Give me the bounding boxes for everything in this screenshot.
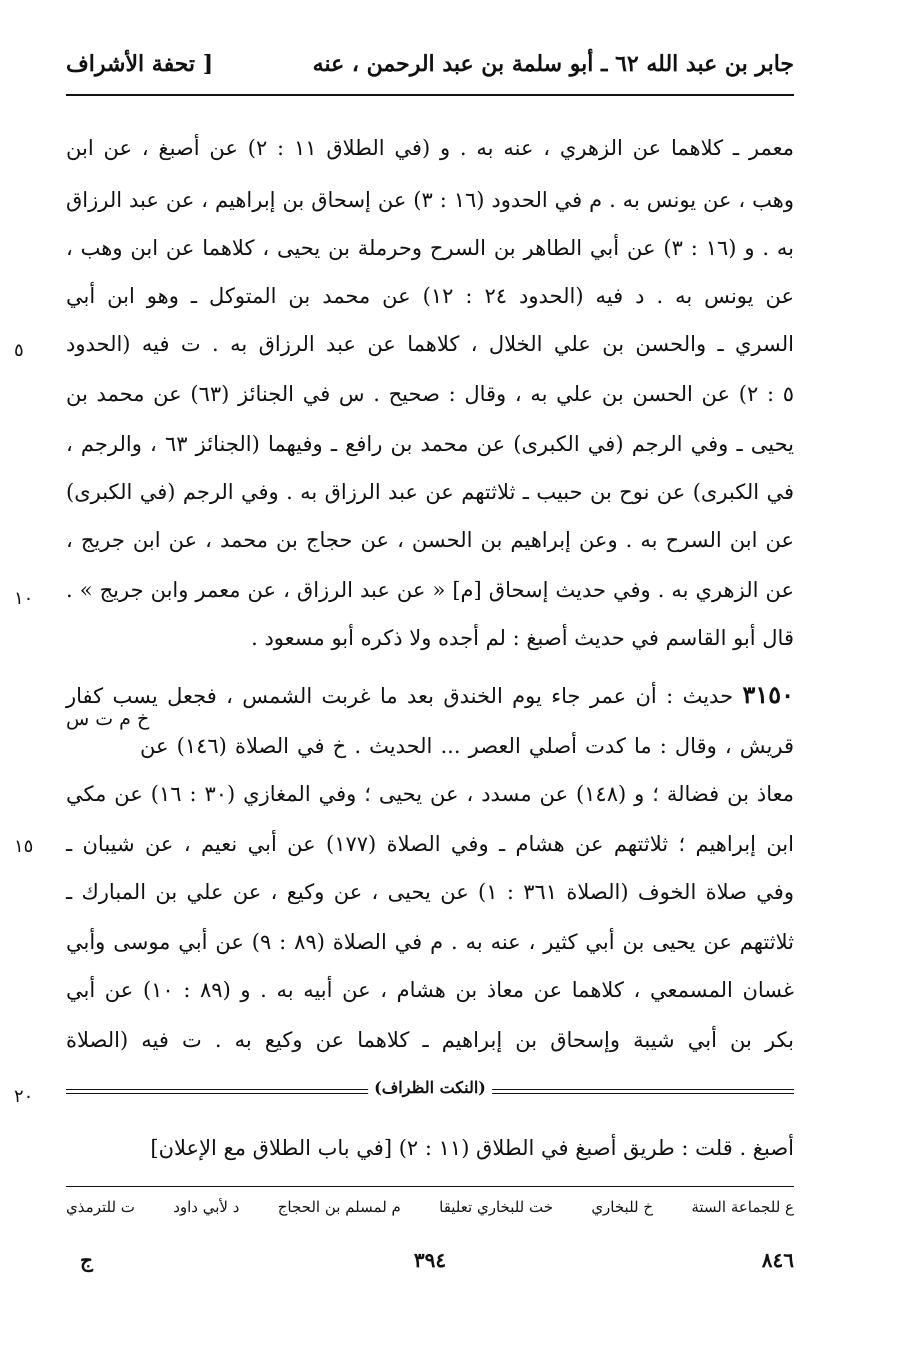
text-line: عن الزهري به . وفي حديث إسحاق [م] « عن عبد الرزاق ، عن معمر وابن جريج » .: [66, 578, 794, 602]
line-number: ٥: [14, 340, 24, 361]
line-number: ١٥: [14, 836, 34, 857]
legend-item: ع للجماعة الستة: [691, 1198, 794, 1216]
text-line: به . و (١٦ : ٣) عن أبي الطاهر بن السرح وحرملة بن يحيى ، كلاهما عن ابن وهب ،: [66, 236, 794, 260]
text-line: عن يونس به . د فيه (الحدود ٢٤ : ١٢) عن محمد بن المتوكل ـ وهو ابن أبي: [66, 284, 794, 308]
divider-label: (النكت الظراف): [368, 1078, 492, 1097]
legend-item: م لمسلم بن الحجاج: [277, 1198, 401, 1216]
legend-item: خت للبخاري تعليقا: [439, 1198, 554, 1216]
header-title-left: [ تحفة الأشراف: [66, 51, 214, 77]
text-line: ابن إبراهيم ؛ ثلاثتهم عن هشام ـ وفي الصلاة (١٧٧) عن أبي نعيم ، عن شيبان ـ: [66, 832, 794, 856]
text-line: بكر بن أبي شيبة وإسحاق بن إبراهيم ـ كلاهما عن وكيع به . ت فيه (الصلاة: [66, 1028, 794, 1052]
text-line: معاذ بن فضالة ؛ و (١٤٨) عن مسدد ، عن يحيى ؛ وفي المغازي (٣٠ : ١٦) عن مكي: [66, 782, 794, 806]
footer-serial-number: ٨٤٦: [761, 1248, 794, 1272]
legend-item: ت للترمذي: [66, 1198, 135, 1216]
text-line: وهب ، عن يونس به . م في الحدود (١٦ : ٣) عن إسحاق بن إبراهيم ، عن عبد الرزاق: [66, 188, 794, 212]
text-line: قال أبو القاسم في حديث أصبغ : لم أجده ولا ذكره أبو مسعود .: [251, 626, 794, 650]
text-line: غسان المسمعي ، كلاهما عن معاذ بن هشام ، عن أبيه به . و (٨٩ : ١٠) عن أبي: [66, 978, 794, 1002]
legend-item: د لأبي داود: [173, 1198, 240, 1216]
hadith-number: ٣١٥٠: [742, 680, 794, 709]
text-line: معمر ـ كلاهما عن الزهري ، عنه به . و (في الطلاق ١١ : ٢) عن أصبغ ، عن ابن: [66, 136, 794, 160]
header-rule: [66, 94, 794, 96]
hadith-text: حديث : أن عمر جاء يوم الخندق بعد ما غربت الشمس ، فجعل يسب كفار: [66, 684, 734, 708]
page-header: [66, 44, 794, 84]
text-line: يحيى ـ وفي الرجم (في الكبرى) عن محمد بن رافع ـ وفيهما (الجنائز ٦٣ ، والرجم ،: [66, 432, 795, 456]
text-line: ثلاثتهم عن يحيى بن أبي كثير ، عنه به . م في الصلاة (٨٩ : ٩) عن أبي موسى وأبي: [66, 930, 794, 954]
line-number: ١٠: [14, 588, 34, 609]
text-line: وفي صلاة الخوف (الصلاة ٣٦١ : ١) عن يحيى ، عن وكيع ، عن علي بن المبارك ـ: [66, 880, 794, 904]
header-title-right: جابر بن عبد الله ٦٢ ـ أبو سلمة بن عبد الرحمن ، عنه: [312, 51, 794, 77]
sigla-legend: [66, 1198, 794, 1216]
hadith-sigla: خ م ت س: [66, 708, 150, 730]
text-line: ٥ : ٢) عن الحسن بن علي به ، وقال : صحيح . س في الجنائز (٦٣) عن محمد بن: [66, 382, 794, 406]
footnote: أصبغ . قلت : طريق أصبغ في الطلاق (١١ : ٢) [في باب الطلاق مع الإعلان]: [150, 1136, 794, 1160]
text-line: في الكبرى) عن نوح بن حبيب ـ ثلاثتهم عن عبد الرزاق به . وفي الرجم (في الكبرى): [66, 480, 794, 504]
text-line: السري ـ والحسن بن علي الخلال ، كلاهما عن عبد الرزاق به . ت فيه (الحدود: [66, 332, 794, 356]
text-line: قريش ، وقال : ما كدت أصلي العصر ... الحديث . خ في الصلاة (١٤٦) عن: [140, 734, 794, 758]
legend-item: خ للبخاري: [591, 1198, 654, 1216]
text-line: عن ابن السرح به . وعن إبراهيم بن الحسن ، عن حجاج بن محمد ، عن ابن جريج ،: [66, 528, 794, 552]
line-number: ٢٠: [14, 1086, 34, 1107]
footer-volume: ج: [80, 1248, 93, 1272]
section-divider: [66, 1078, 794, 1104]
legend-rule: [66, 1186, 794, 1187]
footer-page-number: ٣٩٤: [413, 1248, 447, 1272]
hadith-first-line: [66, 680, 794, 709]
